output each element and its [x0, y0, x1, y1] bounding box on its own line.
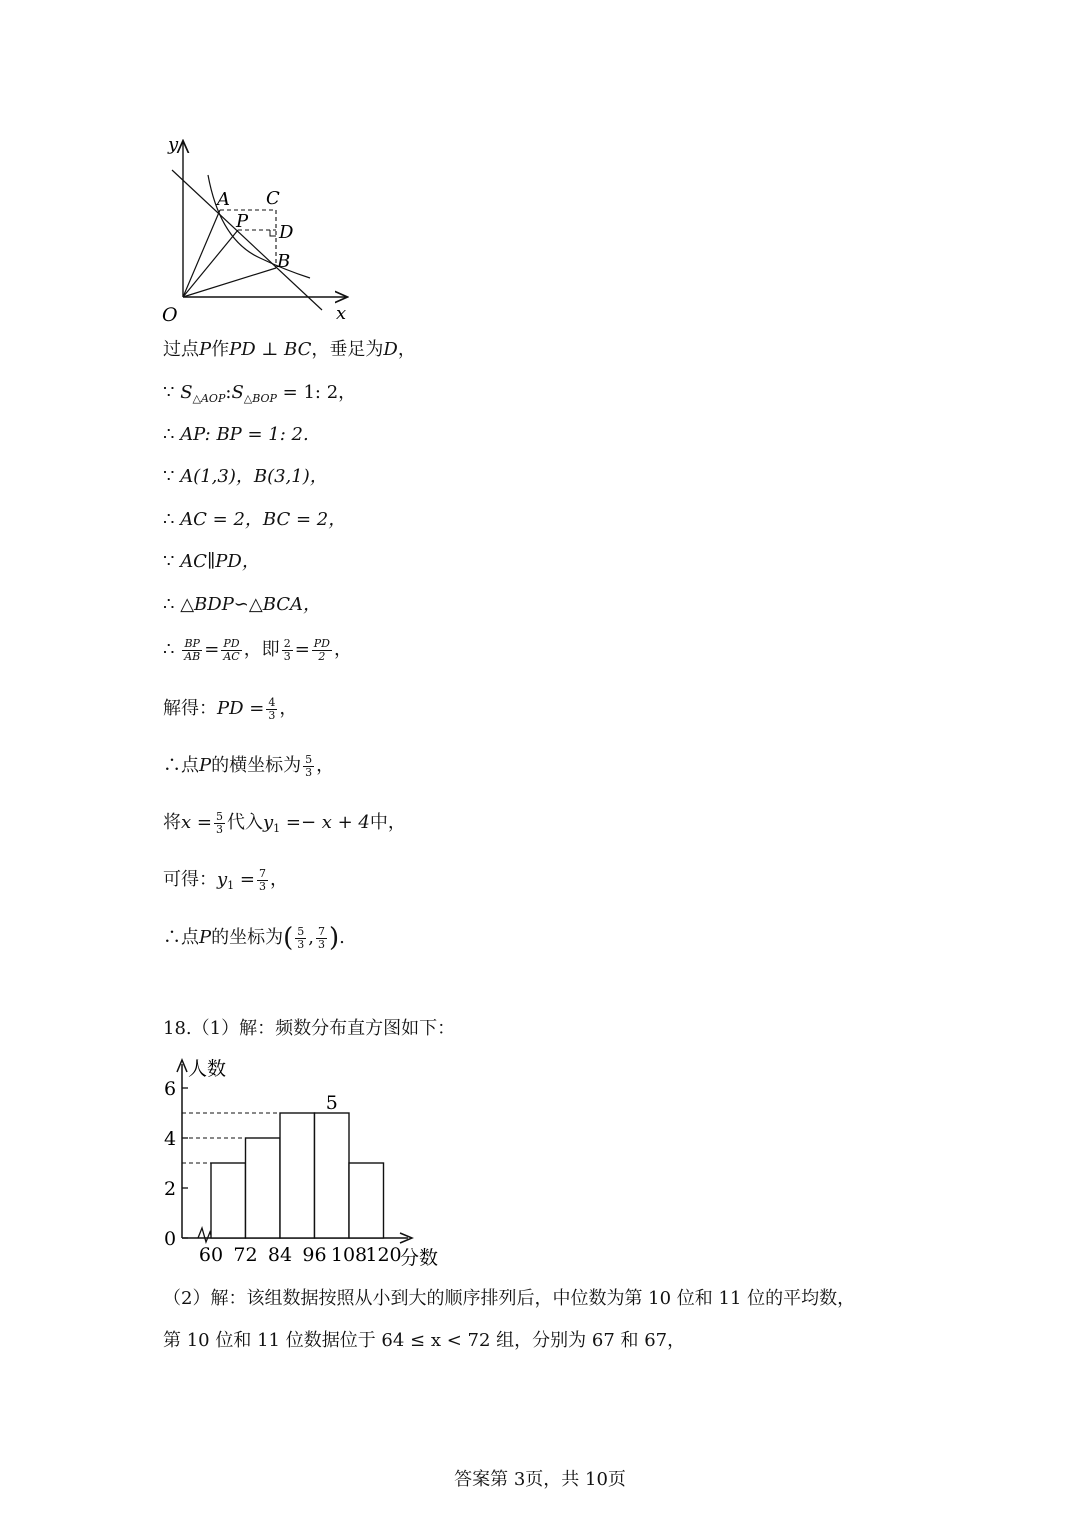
page-footer: 答案第 3页，共 10页: [454, 1469, 626, 1490]
math: A(1,3)，B(3,1)，: [180, 466, 328, 487]
x-tick-label: 84: [267, 1244, 293, 1266]
fraction: [295, 926, 306, 950]
label-p: P: [236, 211, 249, 232]
solution-line-1: [163, 341, 416, 359]
denominator: 3: [318, 937, 326, 951]
subscript: 1: [273, 822, 281, 836]
label-c: C: [266, 188, 280, 209]
text: ，: [269, 869, 288, 891]
denominator: 3: [297, 937, 305, 951]
math: x =: [181, 812, 212, 834]
because-symbol: ∵: [163, 382, 175, 403]
text: 的坐标为: [211, 927, 284, 948]
fraction: [214, 811, 225, 835]
solution-line-8: [163, 638, 352, 662]
math: P: [199, 755, 212, 777]
y-tick-label: 6: [164, 1078, 177, 1100]
text: 的横坐标为: [211, 755, 302, 777]
segment-op: [183, 230, 238, 297]
label-d: D: [279, 222, 294, 243]
denominator: 3: [258, 879, 266, 893]
q18-part2-line2: 第 10 位和 11 位数据位于 64 ≤ x < 72 组，分别为 67 和 67，: [163, 1330, 686, 1351]
y-axis-label: 人数: [188, 1058, 227, 1080]
denominator: 2: [318, 649, 326, 663]
math: S: [231, 382, 244, 403]
text: ∴点: [163, 927, 199, 948]
math: AP: BP = 1: 2.: [180, 424, 309, 445]
therefore-symbol: ∴: [163, 639, 175, 661]
label-a: A: [217, 189, 230, 210]
paren-close: ): [329, 923, 340, 953]
x-axis-label: 分数: [400, 1247, 439, 1269]
numerator: BP: [182, 638, 202, 651]
math: AC∥PD，: [180, 551, 260, 572]
coordinate-figure: [150, 130, 360, 330]
solution-line-12: [163, 868, 288, 892]
text: 过点: [163, 339, 199, 360]
comma: ,: [308, 927, 315, 948]
solution-line-11: [163, 811, 406, 835]
subscript: △BOP: [243, 392, 277, 405]
fraction: [312, 638, 332, 662]
text: 将: [163, 812, 181, 834]
therefore-symbol: ∴: [163, 594, 175, 615]
text: 作: [211, 339, 230, 360]
solution-line-5: [163, 511, 346, 529]
because-symbol: ∵: [163, 466, 175, 487]
axis-break-icon: [198, 1228, 212, 1242]
fraction: [221, 638, 241, 662]
solution-line-4: [163, 468, 328, 486]
subscript: 1: [227, 879, 235, 893]
text: = 1: 2，: [276, 382, 357, 403]
fraction: [282, 638, 293, 662]
text: =: [204, 639, 220, 661]
q18-part1-heading: 18.（1）解：频数分布直方图如下：: [163, 1018, 456, 1039]
numerator: PD: [221, 638, 241, 651]
solution-line-7: [163, 596, 321, 614]
histogram-bar: [349, 1163, 384, 1238]
text: 可得：: [163, 869, 217, 891]
math: y: [262, 812, 274, 834]
because-symbol: ∵: [163, 551, 175, 572]
x-tick-label: 120: [365, 1244, 402, 1266]
text: ，垂足为: [311, 339, 384, 360]
denominator: AB: [184, 649, 201, 663]
histogram-bar: [246, 1138, 281, 1238]
text: 中，: [369, 812, 406, 834]
math: =− x + 4: [280, 812, 370, 834]
solution-line-3: [163, 426, 309, 444]
math: △BDP∽△BCA，: [180, 594, 322, 615]
text: 解得：: [163, 698, 217, 720]
text: =: [294, 639, 310, 661]
x-tick-label: 72: [233, 1244, 258, 1266]
fraction: [182, 638, 202, 662]
histogram-bar: [280, 1113, 315, 1238]
numerator: 4: [268, 696, 276, 709]
histogram-chart: [150, 1050, 460, 1270]
text: :: [225, 382, 232, 403]
math: AC = 2，BC = 2，: [180, 509, 347, 530]
numerator: 5: [305, 753, 313, 766]
subscript: △AOP: [192, 392, 226, 405]
numerator: 7: [318, 924, 326, 938]
x-tick-label: 96: [302, 1244, 327, 1266]
therefore-symbol: ∴: [163, 509, 175, 530]
text: ，: [397, 339, 416, 360]
text: =: [234, 869, 255, 891]
denominator: 3: [305, 765, 313, 779]
denominator: 3: [283, 649, 291, 663]
numerator: 5: [215, 810, 223, 823]
segment-oa: [183, 210, 220, 297]
text: ，即: [243, 639, 280, 661]
numerator: 2: [283, 637, 291, 650]
text: ，: [334, 639, 353, 661]
solution-line-10: [163, 754, 334, 778]
solution-line-9: [163, 697, 297, 721]
fraction: [266, 697, 277, 721]
solution-line-13: [163, 925, 345, 951]
right-angle-mark: [270, 230, 276, 236]
fraction: [303, 754, 314, 778]
math: y: [217, 869, 228, 891]
numerator: 7: [258, 867, 266, 880]
denominator: AC: [223, 649, 240, 663]
label-b: B: [277, 251, 291, 272]
q18-part2-line1: （2）解：该组数据按照从小到大的顺序排列后，中位数为第 10 位和 11 位的平均数，: [163, 1288, 856, 1309]
label-x: x: [336, 303, 347, 324]
text: ，: [316, 755, 335, 777]
label-y: y: [168, 134, 179, 155]
numerator: PD: [313, 637, 331, 650]
paren-open: (: [283, 923, 294, 953]
math: PD ⊥ BC: [229, 339, 312, 360]
bar-data-label: 5: [325, 1092, 338, 1114]
therefore-symbol: ∴: [163, 424, 175, 445]
math: S: [180, 382, 193, 403]
y-tick-label: 4: [164, 1128, 177, 1150]
math: P: [199, 339, 212, 360]
label-o: O: [162, 304, 178, 326]
histogram-bar: [211, 1163, 246, 1238]
x-tick-label: 108: [330, 1244, 368, 1266]
fraction: [257, 868, 268, 892]
text: ，: [279, 698, 298, 720]
math: D: [383, 339, 398, 360]
numerator: 5: [297, 924, 305, 938]
denominator: 3: [268, 708, 276, 722]
math: P: [199, 927, 212, 948]
math: PD =: [217, 698, 265, 720]
y-tick-label: 0: [164, 1228, 177, 1250]
fraction: [316, 926, 327, 950]
segment-ob: [183, 268, 276, 297]
solution-line-2: [163, 384, 356, 404]
text: 代入: [226, 812, 263, 834]
text: .: [339, 927, 345, 948]
denominator: 3: [215, 822, 223, 836]
y-tick-label: 2: [164, 1178, 177, 1200]
text: ∴点: [163, 755, 199, 777]
x-tick-label: 60: [198, 1244, 224, 1266]
solution-line-6: [163, 553, 260, 571]
histogram-bar: [315, 1113, 350, 1238]
line-y1: [172, 170, 322, 310]
